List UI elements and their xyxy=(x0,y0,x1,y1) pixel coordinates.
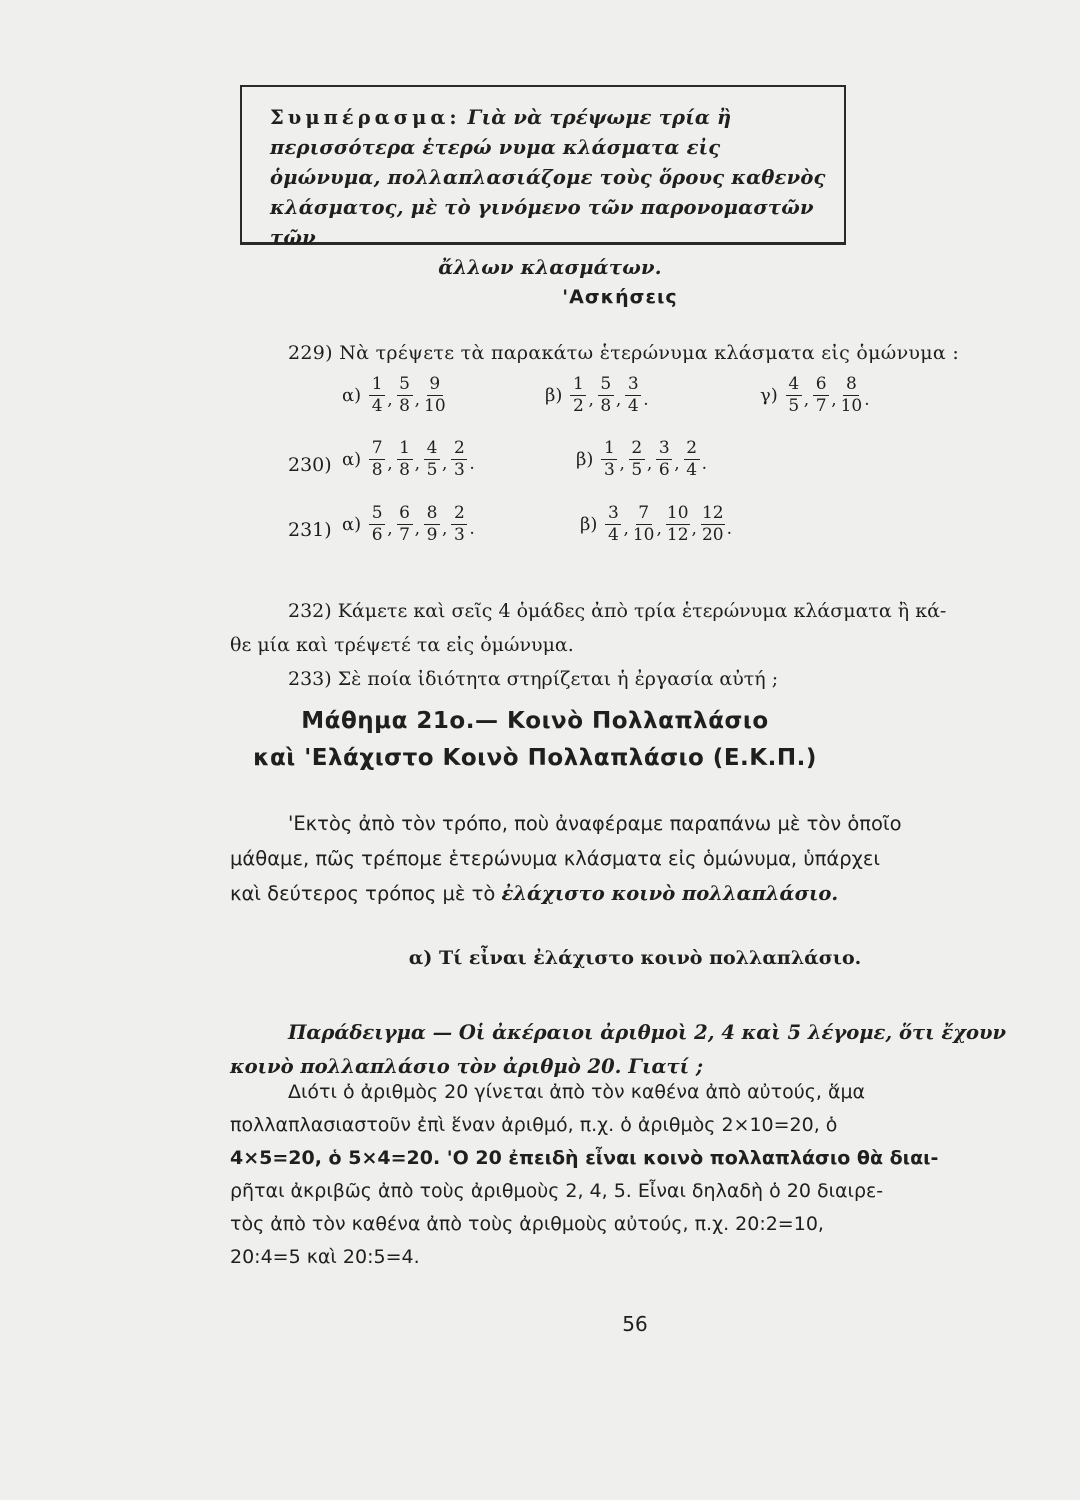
fraction-group: β) $\frac{1}{3}$ , $\frac{2}{5}$ , $\frac{3}{6}$ , $\frac{2}{4}$ . xyxy=(576,438,708,480)
denominator: 12 xyxy=(666,525,689,545)
numerator: 4 xyxy=(424,440,440,460)
numerator: 8 xyxy=(843,376,859,396)
numerator: 2 xyxy=(629,440,645,460)
fraction xyxy=(841,376,863,415)
intro-line-2: μάθαμε, πῶς τρέπομε ἑτερώνυμα κλάσματα εἰς ὁμώνυμα, ὑπάρχει xyxy=(230,847,880,870)
intro-line-3-text: καὶ δεύτερος τρόπος μὲ τὸ xyxy=(230,882,502,905)
group-end: . xyxy=(701,453,708,474)
fraction xyxy=(369,376,385,415)
fraction xyxy=(701,505,725,544)
group-end: . xyxy=(643,389,649,410)
numerator: 2 xyxy=(684,440,700,460)
numerator: 2 xyxy=(451,505,467,525)
numerator: 1 xyxy=(369,376,385,396)
fraction xyxy=(598,376,614,415)
fraction xyxy=(601,440,617,479)
fraction xyxy=(424,505,440,544)
example-block xyxy=(230,1016,1060,1084)
group-end: . xyxy=(726,518,732,539)
lesson-intro xyxy=(230,806,1060,911)
fraction xyxy=(656,440,672,479)
fraction xyxy=(570,376,586,415)
section-a-heading: α) Τί εἶναι ἐλάχιστο κοινὸ πολλαπλάσιο. xyxy=(408,947,862,969)
group-end: . xyxy=(469,518,475,539)
denominator: 4 xyxy=(627,396,639,416)
group-tag: β) xyxy=(545,385,563,406)
conclusion-box xyxy=(240,85,846,279)
fraction xyxy=(666,505,690,544)
fraction xyxy=(451,505,467,544)
fraction xyxy=(369,440,385,479)
numerator: 1 xyxy=(601,440,617,460)
numerator: 5 xyxy=(369,505,385,525)
denominator: 5 xyxy=(426,460,438,480)
denominator: 6 xyxy=(371,525,383,545)
numerator: 2 xyxy=(451,440,467,460)
exercises-heading: 'Ασκήσεις xyxy=(562,286,678,308)
fraction xyxy=(813,376,829,415)
fraction xyxy=(786,376,802,415)
denominator: 8 xyxy=(600,396,612,416)
fraction xyxy=(625,376,641,415)
denominator: 8 xyxy=(399,396,410,416)
fraction xyxy=(451,440,467,479)
fraction xyxy=(369,505,385,544)
denominator: 5 xyxy=(788,396,800,416)
denominator: 10 xyxy=(632,525,655,545)
explanation-line-1: Διότι ὁ ἀριθμὸς 20 γίνεται ἀπὸ τὸν καθένα ἀπὸ αὐτούς, ἅμα xyxy=(288,1081,866,1103)
exercise-number: 230) xyxy=(288,454,332,476)
numerator: 1 xyxy=(397,440,413,460)
conclusion-label: Συμπέρασμα: xyxy=(270,106,461,129)
fraction-group: β) $\frac{1}{2}$ , $\frac{5}{8}$ , $\frac{3}{4}$ . xyxy=(545,374,649,416)
numerator: 5 xyxy=(397,376,413,396)
denominator: 8 xyxy=(399,460,410,480)
group-tag: α) xyxy=(342,514,362,535)
denominator: 4 xyxy=(371,396,383,416)
numerator: 6 xyxy=(813,376,829,396)
denominator: 7 xyxy=(815,396,827,416)
denominator: 5 xyxy=(631,460,643,480)
numerator: 7 xyxy=(369,440,385,460)
numerator: 12 xyxy=(701,503,724,523)
conclusion-text: Γιὰ νὰ τρέψωμε τρία ἢ περισσότερα ἑτερώ νυμα κλάσματα εἰς ὁμώνυμα, πολλαπλασιάζομε τοὺς ὅρους καθενὸς κλάσματος, μὲ τὸ γινόμενο τῶν παρονομαστῶν τῶν xyxy=(270,106,826,249)
explanation-line-2: πολλαπλασιαστοῦν ἐπὶ ἕναν ἀριθμό, π.χ. ὁ ἀριθμὸς 2×10=20, ὁ xyxy=(230,1114,838,1136)
fraction xyxy=(633,505,655,544)
group-end: . xyxy=(469,453,475,474)
numerator: 6 xyxy=(397,505,413,525)
fraction xyxy=(424,440,440,479)
numerator: 9 xyxy=(427,376,443,396)
fraction xyxy=(605,505,621,544)
fraction-group: γ) $\frac{4}{5}$ , $\frac{6}{7}$ , $\frac{8}{10}$ . xyxy=(760,374,870,416)
group-end: . xyxy=(864,389,870,410)
fraction xyxy=(397,505,413,544)
intro-line-3 xyxy=(230,876,1060,911)
exercise-232-line1: 232) Κάμετε καὶ σεῖς 4 ὁμάδες ἀπὸ τρία ἑτερώνυμα κλάσματα ἢ κά- xyxy=(288,600,947,622)
numerator: 3 xyxy=(625,376,641,396)
fraction-group: α) $\frac{5}{6}$ , $\frac{6}{7}$ , $\frac{8}{9}$ , $\frac{2}{3}$ . xyxy=(342,503,475,545)
numerator: 4 xyxy=(786,376,802,396)
fraction-group: α) $\frac{1}{4}$ , $\frac{5}{8}$ , $\frac{9}{10}$ xyxy=(342,374,446,416)
denominator: 4 xyxy=(608,525,619,545)
exercise-233: 233) Σὲ ποία ἰδιότητα στηρίζεται ἡ ἐργασία αὐτή ; xyxy=(288,668,779,690)
denominator: 10 xyxy=(840,396,863,416)
fraction xyxy=(629,440,645,479)
explanation-line-3: 4×5=20, ὁ 5×4=20. 'Ο 20 ἐπειδὴ εἶναι κοινὸ πολλαπλάσιο θὰ διαι- xyxy=(230,1147,939,1169)
fraction xyxy=(424,376,446,415)
example-line-1: Παράδειγμα — Οἱ ἀκέραιοι ἀριθμοὶ 2, 4 καὶ 5 λέγομε, ὅτι ἔχουν xyxy=(288,1021,1007,1044)
denominator: 7 xyxy=(399,525,410,545)
group-tag: α) xyxy=(342,449,362,470)
exercise-232 xyxy=(230,594,1060,662)
group-tag: β) xyxy=(580,514,598,535)
numerator: 7 xyxy=(636,505,652,525)
exercise-number: 231) xyxy=(288,519,332,541)
intro-emphasis: ἐλάχιστο κοινὸ πολλαπλάσιο. xyxy=(501,882,839,905)
group-tag: α) xyxy=(342,385,362,406)
explanation-line-5: τὸς ἀπὸ τὸν καθένα ἀπὸ τοὺς ἀριθμοὺς αὐτούς, π.χ. 20:2=10, xyxy=(230,1213,824,1235)
numerator: 8 xyxy=(424,505,440,525)
denominator: 4 xyxy=(686,460,698,480)
group-tag: β) xyxy=(576,449,594,470)
denominator: 8 xyxy=(371,460,383,480)
explanation-line-4: ρῆται ἀκριβῶς ἀπὸ τοὺς ἀριθμοὺς 2, 4, 5. Εἶναι δηλαδὴ ὁ 20 διαιρε- xyxy=(230,1180,884,1202)
conclusion-last-line: ἄλλων κλασμάτων. xyxy=(438,256,662,279)
fraction xyxy=(684,440,700,479)
page-number: 56 xyxy=(622,1312,648,1336)
explanation xyxy=(230,1076,1060,1274)
denominator: 3 xyxy=(453,460,465,480)
group-tag: γ) xyxy=(760,385,778,406)
fraction-group: α) $\frac{7}{8}$ , $\frac{1}{8}$ , $\frac{4}{5}$ , $\frac{2}{3}$ . xyxy=(342,438,475,480)
lesson-subtitle: καὶ 'Ελάχιστο Κοινὸ Πολλαπλάσιο (Ε.Κ.Π.) xyxy=(253,745,817,771)
lesson-title: Μάθημα 21ο.— Κοινὸ Πολλαπλάσιο xyxy=(301,708,769,734)
exercise-232-line2: θε μία καὶ τρέψετέ τα εἰς ὁμώνυμα. xyxy=(230,634,574,656)
explanation-line-6: 20:4=5 καὶ 20:5=4. xyxy=(230,1246,420,1268)
numerator: 5 xyxy=(598,376,614,396)
denominator: 3 xyxy=(453,525,465,545)
exercise-229-intro: 229) Νὰ τρέψετε τὰ παρακάτω ἑτερώνυμα κλάσματα εἰς ὁμώνυμα : xyxy=(288,342,960,364)
denominator: 20 xyxy=(701,525,724,545)
denominator: 9 xyxy=(426,525,438,545)
fraction xyxy=(397,440,413,479)
fraction xyxy=(397,376,413,415)
numerator: 10 xyxy=(666,503,689,523)
numerator: 1 xyxy=(570,376,586,396)
denominator: 6 xyxy=(658,460,670,480)
denominator: 2 xyxy=(573,396,584,416)
numerator: 3 xyxy=(656,440,672,460)
denominator: 10 xyxy=(424,396,446,416)
numerator: 3 xyxy=(605,505,621,525)
fraction-group: β) $\frac{3}{4}$ , $\frac{7}{10}$ , $\frac{10}{12}$ , $\frac{12}{20}$ . xyxy=(580,503,732,545)
example-line-2: κοινὸ πολλαπλάσιο τὸν ἀριθμὸ 20. Γιατί ; xyxy=(230,1055,704,1078)
intro-line-1: 'Εκτὸς ἀπὸ τὸν τρόπο, ποὺ ἀναφέραμε παραπάνω μὲ τὸν ὁποῖο xyxy=(288,812,902,835)
denominator: 3 xyxy=(604,460,615,480)
